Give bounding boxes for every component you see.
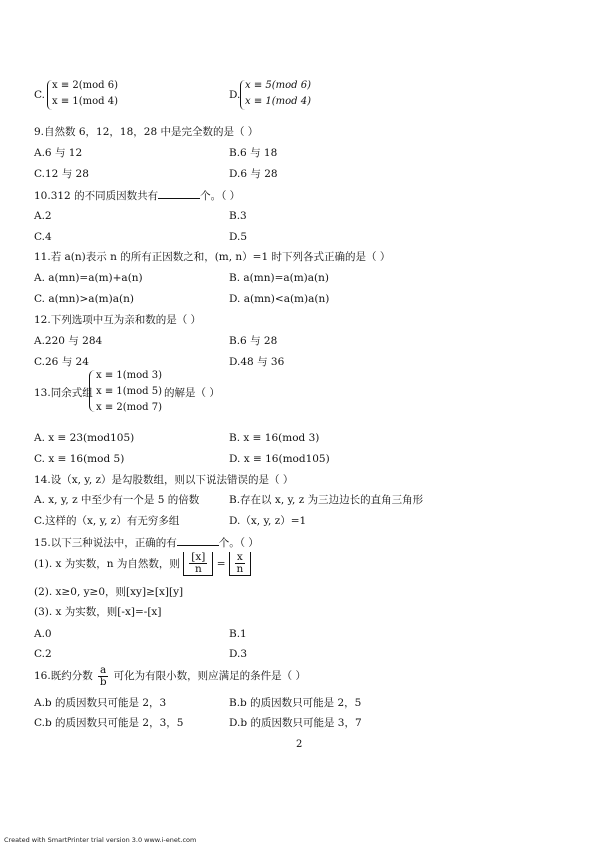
q15-s1-lhs-den: n [194, 563, 202, 575]
q13-option-b: B. x ≡ 16(mod 3) [229, 432, 320, 444]
q11-stem: 11.若 a(n)表示 n 的所有正因数之和，(m, n）=1 时下列各式正确的是（ ） [34, 251, 391, 263]
q16-option-b: B.b 的质因数只可能是 2，5 [229, 697, 362, 709]
q9-option-b: B.6 与 18 [229, 147, 278, 159]
q16-option-a: A.b 的质因数只可能是 2，3 [34, 697, 167, 709]
q13-line3: x ≡ 2(mod 7) [96, 402, 162, 413]
q15-s1-rhs-fraction [235, 552, 245, 575]
q14-stem: 14.设（x, y, z）是勾股数组，则以下说法错误的是（ ） [34, 474, 294, 486]
q10-stem [34, 188, 240, 203]
q11-option-a: A. a(mn)=a(m)+a(n) [34, 272, 143, 284]
q13-option-d: D. x ≡ 16(mod105) [229, 453, 330, 465]
q9-option-a: A.6 与 12 [34, 147, 83, 159]
q15-option-d: D.3 [229, 648, 248, 660]
q15-stem-post: 个。（ ） [218, 537, 259, 549]
q15-statement-3: (3). x 为实数，则[-x]=-[x] [34, 606, 162, 618]
q8-d-line2: x ≡ 1(mod 4) [245, 96, 311, 107]
q15-s1-eq: = [216, 558, 226, 570]
q11-option-c: C. a(mn)>a(m)a(n) [34, 293, 134, 305]
q16-option-d: D.b 的质因数只可能是 3，7 [229, 717, 362, 729]
q12-option-d: D.48 与 36 [229, 356, 285, 368]
q16-fraction [98, 665, 108, 688]
q15-s1-rhs-floor [229, 552, 251, 576]
q8-option-c-system [52, 78, 118, 110]
q16-stem-pre: 16.既约分数 [34, 670, 93, 682]
q15-s1-rhs-num: x [236, 551, 243, 563]
q15-s1-lhs-fraction [189, 552, 207, 575]
q12-stem: 12.下列选项中互为亲和数的是（ ） [34, 314, 202, 326]
q8-c-line2: x ≡ 1(mod 4) [52, 96, 118, 107]
q11-option-b: B. a(mn)=a(m)a(n) [229, 272, 329, 284]
q15-s1-rhs-den: n [236, 563, 244, 575]
q16-option-c: C.b 的质因数只可能是 2，3，5 [34, 717, 184, 729]
q13-brace [89, 370, 95, 412]
q16-stem-post: 可化为有限小数，则应满足的条件是（ ） [113, 670, 306, 682]
q13-option-a: A. x ≡ 23(mod105) [34, 432, 135, 444]
q13-line2: x ≡ 1(mod 5) [96, 386, 162, 397]
q10-option-b: B.3 [229, 210, 247, 222]
q14-option-b: B.存在以 x, y, z 为三边边长的直角三角形 [229, 494, 424, 506]
q8-option-c-label: C. [34, 89, 45, 101]
page-number: 2 [296, 739, 303, 750]
printer-footer: Created with SmartPrinter trial version 3.0 www.i-enet.com [4, 836, 197, 844]
q12-option-b: B.6 与 28 [229, 335, 278, 347]
q10-blank [158, 188, 200, 199]
q12-option-a: A.220 与 284 [34, 335, 103, 347]
q15-stem [34, 535, 259, 550]
q9-option-c: C.12 与 28 [34, 168, 89, 180]
q15-s1-lhs-floor [183, 552, 213, 576]
q16-frac-den: b [99, 675, 107, 688]
q16-stem [34, 664, 306, 688]
q10-stem-post: 个。（ ） [200, 190, 241, 202]
q15-s1-pre: (1). x 为实数，n 为自然数，则 [34, 558, 180, 570]
q11-option-d: D. a(mn)<a(m)a(n) [229, 293, 330, 305]
q15-statement-1 [34, 552, 251, 576]
q15-s1-lhs-num: [x] [191, 551, 206, 563]
q10-option-c: C.4 [34, 231, 52, 243]
q10-stem-pre: 10.312 的不同质因数共有 [34, 190, 159, 202]
q13-option-c: C. x ≡ 16(mod 5) [34, 453, 125, 465]
q16-frac-num: a [100, 663, 107, 676]
q14-option-c: C.这样的（x, y, z）有无穷多组 [34, 515, 180, 527]
q15-option-c: C.2 [34, 648, 52, 660]
q8-c-line1: x ≡ 2(mod 6) [52, 80, 118, 91]
q9-stem: 9.自然数 6，12，18，28 中是完全数的是（ ） [34, 126, 259, 138]
q15-blank [177, 535, 219, 546]
q15-option-b: B.1 [229, 628, 247, 640]
q14-option-a: A. x, y, z 中至少有一个是 5 的倍数 [34, 494, 200, 506]
q15-option-a: A.0 [34, 628, 52, 640]
q13-stem-post: 的解是（ ） [164, 387, 220, 399]
q8-d-line1: x ≡ 5(mod 6) [245, 80, 311, 91]
q9-option-d: D.6 与 28 [229, 168, 278, 180]
q15-stem-pre: 15.以下三种说法中，正确的有 [34, 537, 177, 549]
q10-option-d: D.5 [229, 231, 248, 243]
q8-option-d-label: D. [229, 89, 241, 101]
q13-stem-pre: 13.同余式组 [34, 387, 93, 399]
q15-statement-2: (2). x≥0, y≥0，则[xy]≥[x][y] [34, 586, 184, 598]
q14-option-d: D.（x, y, z）=1 [229, 515, 307, 527]
q12-option-c: C.26 与 24 [34, 356, 89, 368]
q13-system [96, 368, 162, 416]
q10-option-a: A.2 [34, 210, 52, 222]
q8-option-d-system [245, 78, 311, 110]
q13-line1: x ≡ 1(mod 3) [96, 370, 162, 381]
